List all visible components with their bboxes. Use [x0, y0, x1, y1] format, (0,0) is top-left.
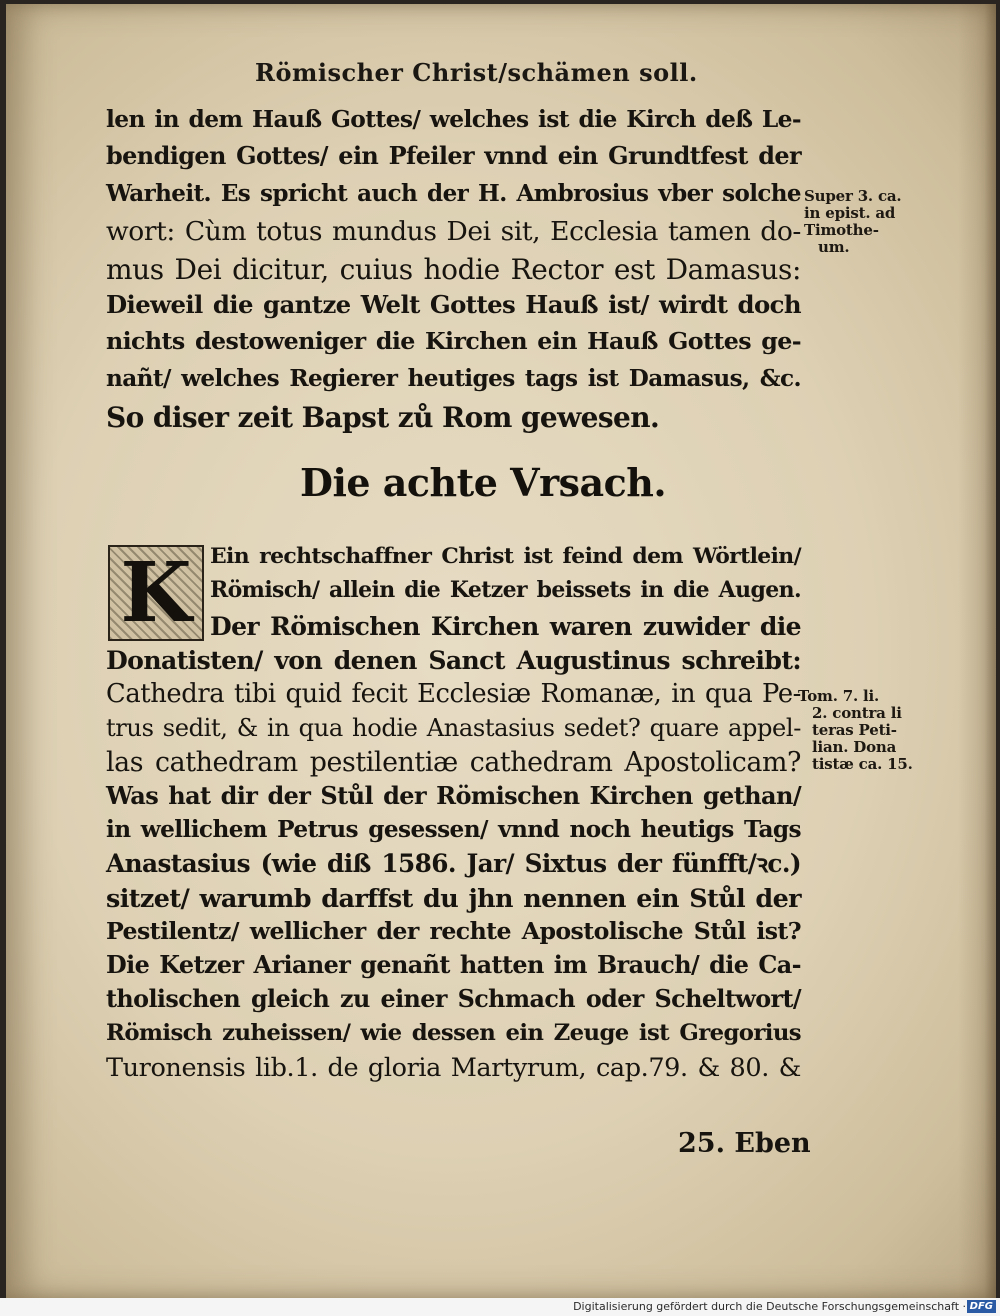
text-line: wort: Cùm totus mundus Dei sit, Ecclesia tamen do-: [106, 216, 801, 247]
margin-note-line: tistæ ca. 15.: [812, 755, 913, 773]
margin-note-line: Tom. 7. li.: [798, 687, 880, 705]
text-line: nañt/ welches Regierer heutiges tags ist Damasus, &c.: [106, 365, 801, 392]
margin-note-line: Super 3. ca.: [804, 187, 902, 205]
text-line: Cathedra tibi quid fecit Ecclesiæ Romanæ, in qua Pe-: [106, 679, 801, 709]
text-line: Pestilentz/ wellicher der rechte Apostolische Stůl ist?: [106, 917, 801, 945]
margin-note-1: [804, 188, 901, 256]
text-line: las cathedram pestilentiæ cathedram Apostolicam?: [106, 747, 801, 778]
text-line: tholischen gleich zu einer Schmach oder Scheltwort/: [106, 985, 801, 1013]
text-line: Römisch zuheissen/ wie dessen ein Zeuge ist Gregorius: [106, 1020, 801, 1046]
text-line: mus Dei dicitur, cuius hodie Rector est Damasus:: [106, 253, 801, 286]
text-line: nichts destoweniger die Kirchen ein Hauß Gottes ge-: [106, 327, 801, 355]
text-line: Was hat dir der Stůl der Römischen Kirchen gethan/: [106, 781, 801, 810]
dfg-logo[interactable]: DFG: [967, 1300, 996, 1313]
text-line: Turonensis lib.1. de gloria Martyrum, cap.79. & 80. &: [106, 1053, 801, 1083]
text-line: Der Römischen Kirchen waren zuwider die: [210, 611, 801, 641]
text-line: trus sedit, & in qua hodie Anastasius sedet? quare appel-: [106, 714, 801, 742]
section-heading: Die achte Vrsach.: [300, 460, 667, 505]
text-line: So diser zeit Bapst zů Rom gewesen.: [106, 401, 660, 434]
text-line: Dieweil die gantze Welt Gottes Hauß ist/ wirdt doch: [106, 290, 801, 319]
margin-note-line: 2. contra li: [812, 704, 902, 722]
text-line: Römisch/ allein die Ketzer beissets in die Augen.: [210, 577, 801, 603]
paragraph-1: [106, 105, 801, 441]
text-line: in wellichem Petrus gesessen/ vnnd noch heutigs Tags: [106, 816, 801, 843]
decorated-initial: K: [108, 545, 204, 641]
running-head: Römischer Christ/schämen soll.: [255, 58, 698, 87]
margin-note-line: in epist. ad: [804, 204, 896, 222]
margin-note-line: Timothe-: [804, 221, 879, 239]
text-line: Warheit. Es spricht auch der H. Ambrosius vber solche: [106, 180, 801, 207]
margin-note-line: um.: [818, 238, 850, 256]
digitization-credit: Digitalisierung gefördert durch die Deutsche Forschungsgemeinschaft ·: [573, 1300, 966, 1313]
margin-note-line: lian. Dona: [812, 738, 897, 756]
paragraph-2: [106, 543, 801, 1090]
text-line: bendigen Gottes/ ein Pfeiler vnnd ein Grundtfest der: [106, 142, 801, 170]
page-fold-shadow: [958, 4, 996, 1298]
text-line: Ein rechtschaffner Christ ist feind dem Wörtlein/: [210, 543, 801, 569]
catchword: 25. Eben: [678, 1128, 811, 1159]
text-line: Die Ketzer Arianer genañt hatten im Brauch/ die Ca-: [106, 951, 801, 979]
text-line: Donatisten/ von denen Sanct Augustinus schreibt:: [106, 645, 801, 675]
text-line: len in dem Hauß Gottes/ welches ist die Kirch deß Le-: [106, 105, 801, 133]
margin-note-line: teras Peti-: [812, 721, 897, 739]
margin-note-2: [798, 688, 913, 773]
text-line: Anastasius (wie diß 1586. Jar/ Sixtus der fünfft/ꝛc.): [106, 849, 801, 878]
text-line: sitzet/ warumb darffst du jhn nennen ein Stůl der: [106, 883, 801, 913]
